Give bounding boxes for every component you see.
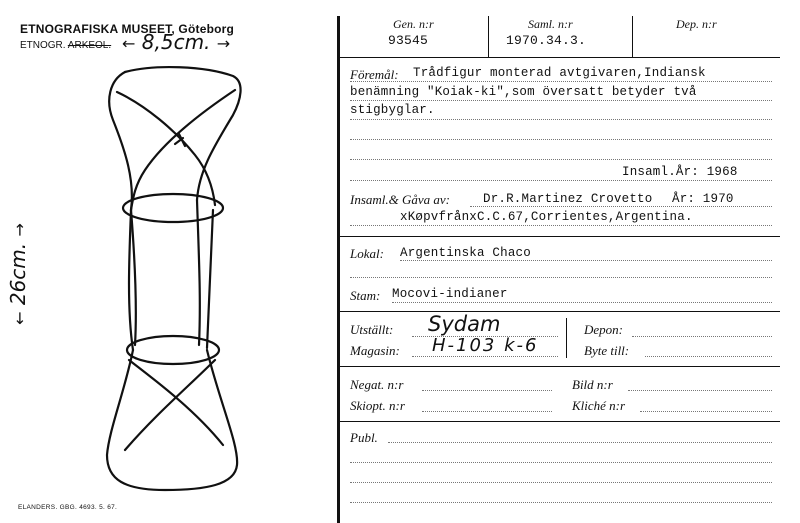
header-sep-2 [632, 16, 633, 57]
gen-value: 93545 [388, 33, 429, 48]
skiopt-dots [422, 411, 552, 412]
department-arkeol-struck: ARKEOL. [67, 40, 112, 51]
lokal-dots-2 [350, 277, 772, 278]
gen-label: Gen. n:r [393, 17, 434, 31]
byte-label: Byte till: [584, 343, 630, 358]
publ-dots-1 [388, 442, 772, 443]
department-line [20, 40, 111, 51]
foremal-line-3: stigbyglar. [350, 103, 435, 117]
negat-dots [422, 390, 552, 391]
cliche-label: Kliché n:r [572, 398, 626, 413]
magasin-label: Magasin: [350, 343, 400, 358]
saml-label: Saml. n:r [528, 17, 573, 31]
lokal-label: Lokal: [350, 246, 384, 261]
gava-label: Insaml.& Gåva av: [350, 192, 451, 207]
utstallt-label: Utställt: [350, 322, 394, 337]
foremal-line-1: Trådfigur monterad avtgivaren,Indiansk [413, 66, 706, 80]
header-divider [340, 57, 780, 58]
gava-divider [340, 236, 780, 237]
depon-dots [632, 336, 772, 337]
height-note-text: 26cm. [6, 242, 30, 306]
bild-label: Bild n:r [572, 377, 613, 392]
department-etnogr: ETNOGR. [20, 40, 66, 51]
height-note [6, 214, 30, 334]
gava-dots-1 [470, 206, 772, 207]
saml-value: 1970.34.3. [506, 33, 587, 48]
printer-imprint: ELANDERS. GBG. 4693. 5. 67. [18, 504, 118, 511]
utstallt-value: Sydam [428, 312, 501, 336]
publ-dots-2 [350, 462, 772, 463]
arrow-right-icon: → [10, 223, 29, 237]
photo-divider [340, 421, 780, 422]
width-note [122, 30, 230, 54]
foremal-dots-3 [350, 119, 772, 120]
gava-ar: År: 1970 [672, 192, 734, 206]
byte-dots [645, 356, 772, 357]
foremal-dots-1 [350, 81, 772, 82]
utstallt-dots [412, 336, 558, 337]
card-left-border [337, 16, 340, 523]
negat-label: Negat. n:r [350, 377, 404, 392]
magasin-value: H-103 k-6 [432, 335, 539, 356]
foremal-dots-2 [350, 100, 772, 101]
width-note-text: 8,5cm. [141, 30, 211, 54]
arrow-left-icon: ← [10, 311, 29, 325]
cliche-dots [640, 411, 772, 412]
skiopt-label: Skiopt. n:r [350, 398, 405, 413]
foremal-dots-5 [350, 159, 772, 160]
gava-dots-2 [350, 225, 772, 226]
arrow-left-icon: ← [122, 34, 136, 53]
foremal-line-2: benämning "Koiak-ki",som översatt betyder två [350, 85, 697, 99]
stam-label: Stam: [350, 288, 381, 303]
publ-dots-3 [350, 482, 772, 483]
magasin-dots [412, 356, 558, 357]
lokal-value: Argentinska Chaco [400, 246, 531, 260]
gava-line-2: xKøpvfrånxC.C.67,Corrientes,Argentina. [400, 210, 693, 224]
string-figure-sketch [95, 60, 255, 500]
stam-divider [340, 311, 780, 312]
stam-value: Mocovi-indianer [392, 287, 508, 301]
foremal-label: Föremål: [350, 67, 399, 82]
storage-sep [566, 318, 567, 358]
depon-label: Depon: [584, 322, 623, 337]
foremal-dots-4 [350, 139, 772, 140]
gava-value: Dr.R.Martinez Crovetto [483, 192, 653, 206]
storage-divider [340, 366, 780, 367]
dep-label: Dep. n:r [676, 17, 717, 31]
publ-label: Publ. [350, 430, 378, 445]
insaml-ar: Insaml.År: 1968 [622, 165, 738, 179]
stam-dots [392, 302, 772, 303]
lokal-dots-1 [400, 260, 772, 261]
header-sep-1 [488, 16, 489, 57]
bild-dots [628, 390, 772, 391]
publ-dots-4 [350, 502, 772, 503]
museum-name: ETNOGRAFISKA MUSEET, Göteborg [20, 22, 235, 36]
arrow-right-icon: → [216, 34, 231, 53]
insaml-ar-dots [350, 180, 772, 181]
